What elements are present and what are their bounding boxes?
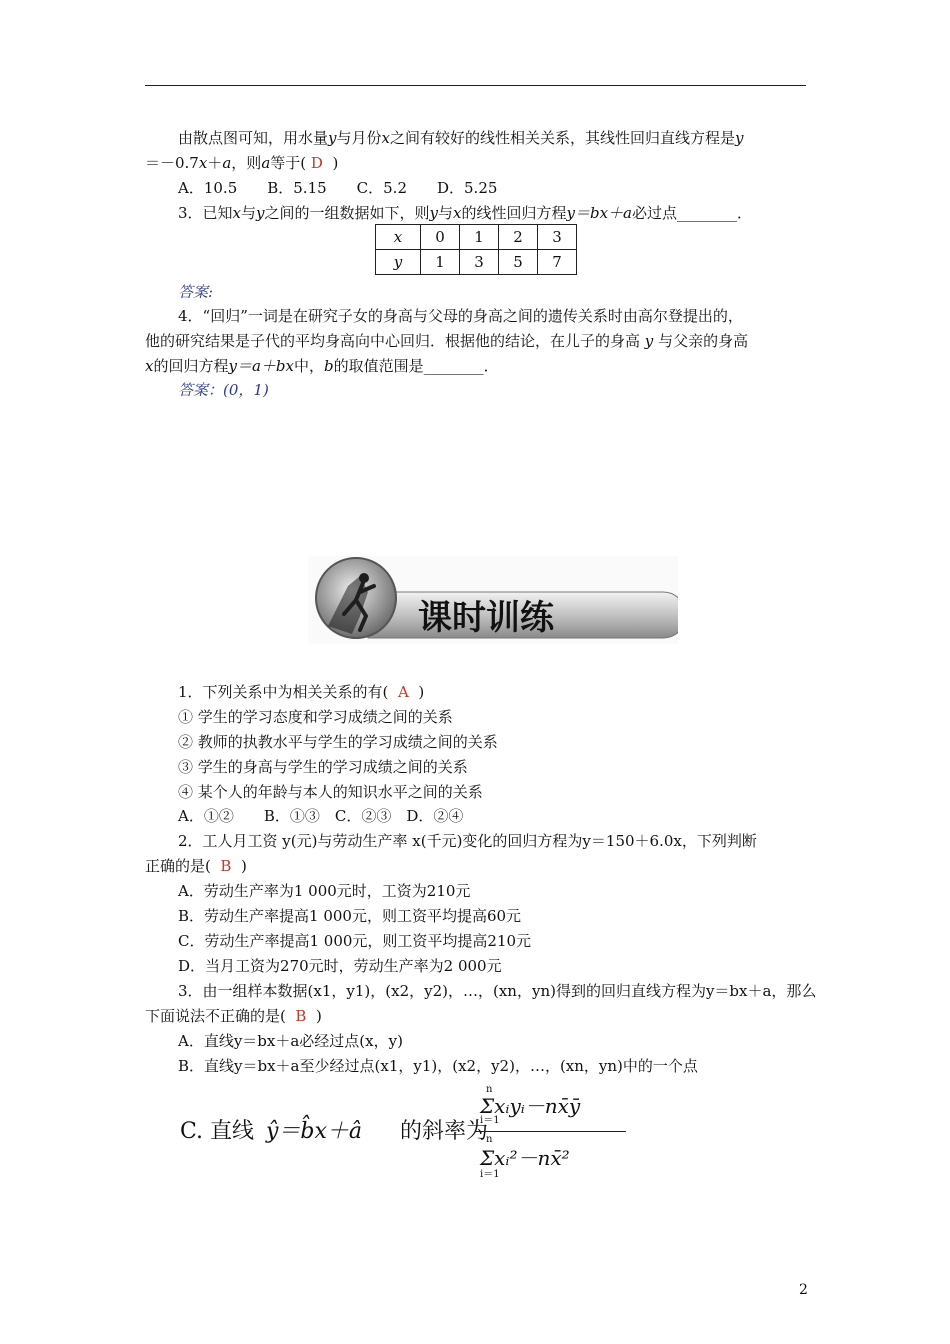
table-cell: 0 <box>421 225 460 250</box>
s-q3-line2: 下面说法不正确的是( B ) <box>145 1007 322 1025</box>
formula-label: C. 直线 <box>180 1119 255 1144</box>
s-q3-a: A．直线y＝bx＋a必经过点(x，y) <box>178 1032 403 1050</box>
s-q3-c-formula <box>180 1084 640 1180</box>
table-cell: y <box>376 250 421 275</box>
p1-choices: A．10.5 B．5.15 C．5.2 D．5.25 <box>178 179 498 197</box>
answer-a: A <box>397 683 409 701</box>
sum-lower-2: i＝1 <box>480 1169 500 1180</box>
formula-numerator: Σxᵢyᵢ－nx̄ȳ <box>480 1094 581 1118</box>
p1-line2: ＝－0.7x＋a，则a等于( D ) <box>145 154 339 172</box>
s-q1-opt4: ④ 某个人的年龄与本人的知识水平之间的关系 <box>178 783 483 801</box>
q4-line1: 4．“回归”一词是在研究子女的身高与父母的身高之间的遗传关系时由高尔登提出的， <box>178 307 743 325</box>
s-q2-line2: 正确的是( B ) <box>145 857 247 875</box>
s-q2-line1: 2．工人月工资 y(元)与劳动生产率 x(千元)变化的回归方程为y＝150＋6.0x，下列判断 <box>178 832 757 850</box>
formula-mid: 的斜率为 <box>400 1119 489 1144</box>
table-cell: x <box>376 225 421 250</box>
s-q1-opt2: ② 教师的执教水平与学生的学习成绩之间的关系 <box>178 733 498 751</box>
data-table <box>375 224 577 275</box>
answer-b: B <box>220 857 232 875</box>
table-cell: 1 <box>460 225 499 250</box>
q4-line3: x的回归方程y＝a＋bx中，b的取值范围是________． <box>145 357 499 375</box>
sum-lower-1: i＝1 <box>480 1115 500 1126</box>
s-q2-d: D．当月工资为270元时，劳动生产率为2 000元 <box>178 957 502 975</box>
table-row-y <box>376 250 577 275</box>
s-q3-line1: 3．由一组样本数据(x1，y1)，(x2，y2)，…，(xn，yn)得到的回归直线方程为y＝bx＋a，那么 <box>178 982 817 1000</box>
q3-stem: 3．已知x与y之间的一组数据如下，则y与x的线性回归方程y＝bx＋a必过点________． <box>178 204 753 222</box>
table-cell: 5 <box>499 250 538 275</box>
s-q2-b: B．劳动生产率提高1 000元，则工资平均提高60元 <box>178 907 522 925</box>
s-q1-choices: A．①② B．①③ C．②③ D．②④ <box>178 807 464 825</box>
formula-eq: ŷ＝b̂x＋â <box>266 1119 363 1144</box>
answer-3: 答案: <box>178 283 214 301</box>
s-q1-opt3: ③ 学生的身高与学生的学习成绩之间的关系 <box>178 758 468 776</box>
answer-d: D <box>310 154 323 172</box>
page-number: 2 <box>799 1282 808 1298</box>
formula-denominator: Σxᵢ²－nx̄² <box>480 1146 570 1170</box>
s-q2-c: C．劳动生产率提高1 000元，则工资平均提高210元 <box>178 932 532 950</box>
answer-4: 答案：(0，1) <box>178 381 269 399</box>
q4-line2: 他的研究结果是子代的平均身高向中心回归．根据他的结论，在儿子的身高 y 与父亲的身高 <box>145 332 749 350</box>
lesson-banner <box>308 556 678 644</box>
sum-upper-2: n <box>486 1134 493 1145</box>
p1-line1: 由散点图可知，用水量y与月份x之间有较好的线性相关关系，其线性回归直线方程是y <box>178 129 744 147</box>
table-cell: 7 <box>538 250 577 275</box>
s-q1-opt1: ① 学生的学习态度和学习成绩之间的关系 <box>178 708 453 726</box>
fraction-bar <box>476 1131 626 1132</box>
table-cell: 3 <box>460 250 499 275</box>
s-q1: 1．下列关系中为相关关系的有( A ) <box>178 683 425 701</box>
s-q3-b: B．直线y＝bx＋a至少经过点(x1，y1)，(x2，y2)，…，(xn，yn)中的一个点 <box>178 1057 698 1075</box>
sum-upper-1: n <box>486 1084 493 1095</box>
banner-title: 课时训练 <box>418 598 554 638</box>
header-rule <box>145 85 806 86</box>
s-q2-a: A．劳动生产率为1 000元时，工资为210元 <box>178 882 471 900</box>
answer-b2: B <box>295 1007 307 1025</box>
table-cell: 2 <box>499 225 538 250</box>
table-cell: 1 <box>421 250 460 275</box>
table-cell: 3 <box>538 225 577 250</box>
table-row-x <box>376 225 577 250</box>
